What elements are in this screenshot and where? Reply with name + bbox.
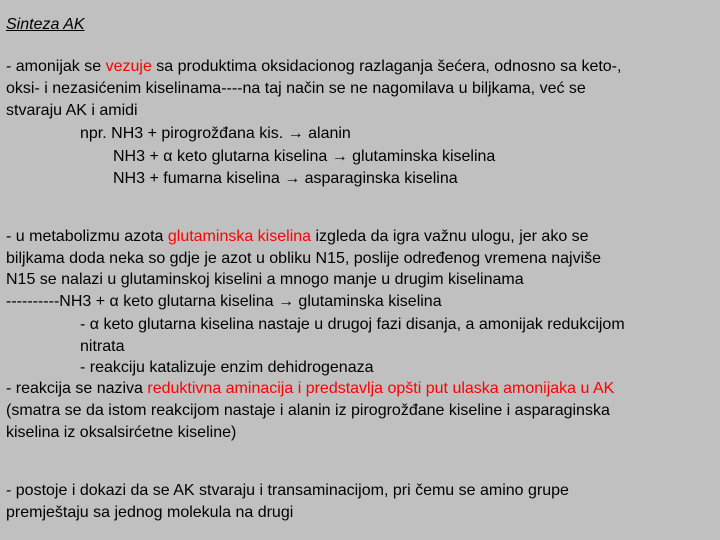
example-glutaminska: NH3 + α keto glutarna kiselina → glutaminska kiselina xyxy=(113,148,496,165)
p2-line-8 xyxy=(6,378,614,400)
highlight-glutaminska: glutaminska kiselina xyxy=(167,228,312,245)
p2-line-4: ----------NH3 + α keto glutarna kiselina → glutaminska kiselina xyxy=(6,293,442,310)
text: - reakcija se naziva xyxy=(6,380,148,397)
p2-line-1 xyxy=(6,226,589,248)
p1-line-2: oksi- i nezasićenim kiselinama----na taj način se ne nagomilava u biljkama, već se xyxy=(6,80,586,97)
p2-line-6: nitrata xyxy=(80,338,125,355)
p3-line-2: premještaju sa jednog molekula na drugi xyxy=(6,504,294,521)
slide-title: Sinteza AK xyxy=(6,16,85,33)
p2-line-3: N15 se nalazi u glutaminskoj kiselini a mnogo manje u drugim kiselinama xyxy=(6,271,524,288)
text: - amonijak se xyxy=(6,58,106,75)
p2-line-9: (smatra se da istom reakcijom nastaje i alanin iz pirogrožđane kiseline i asparaginska xyxy=(6,402,610,419)
p2-line-10: kiselina iz oksalsirćetne kiseline) xyxy=(6,424,237,441)
highlight-vezuje: vezuje xyxy=(105,58,152,75)
p2-line-7: - reakciju katalizuje enzim dehidrogenaza xyxy=(80,359,374,376)
example-asparaginska: NH3 + fumarna kiselina → asparaginska kiselina xyxy=(113,170,458,187)
p2-line-2: biljkama doda neka so gdje je azot u obliku N15, poslije određenog vremena najviše xyxy=(6,250,602,267)
example-alanin: npr. NH3 + pirogrožđana kis. → alanin xyxy=(80,125,351,142)
p1-line-1 xyxy=(6,56,621,78)
p3-line-1: - postoje i dokazi da se AK stvaraju i transaminacijom, pri čemu se amino grupe xyxy=(6,482,569,499)
highlight-reduktivna: reduktivna aminacija i predstavlja opšti put ulaska amonijaka u AK xyxy=(147,380,615,397)
text: - u metabolizmu azota xyxy=(6,228,168,245)
p2-line-5: - α keto glutarna kiselina nastaje u drugoj fazi disanja, a amonijak redukcijom xyxy=(80,316,625,333)
text: sa produktima oksidacionog razlaganja šećera, odnosno sa keto-, xyxy=(151,58,622,75)
p1-line-3: stvaraju AK i amidi xyxy=(6,102,138,119)
text: izgleda da igra važnu ulogu, jer ako se xyxy=(311,228,589,245)
